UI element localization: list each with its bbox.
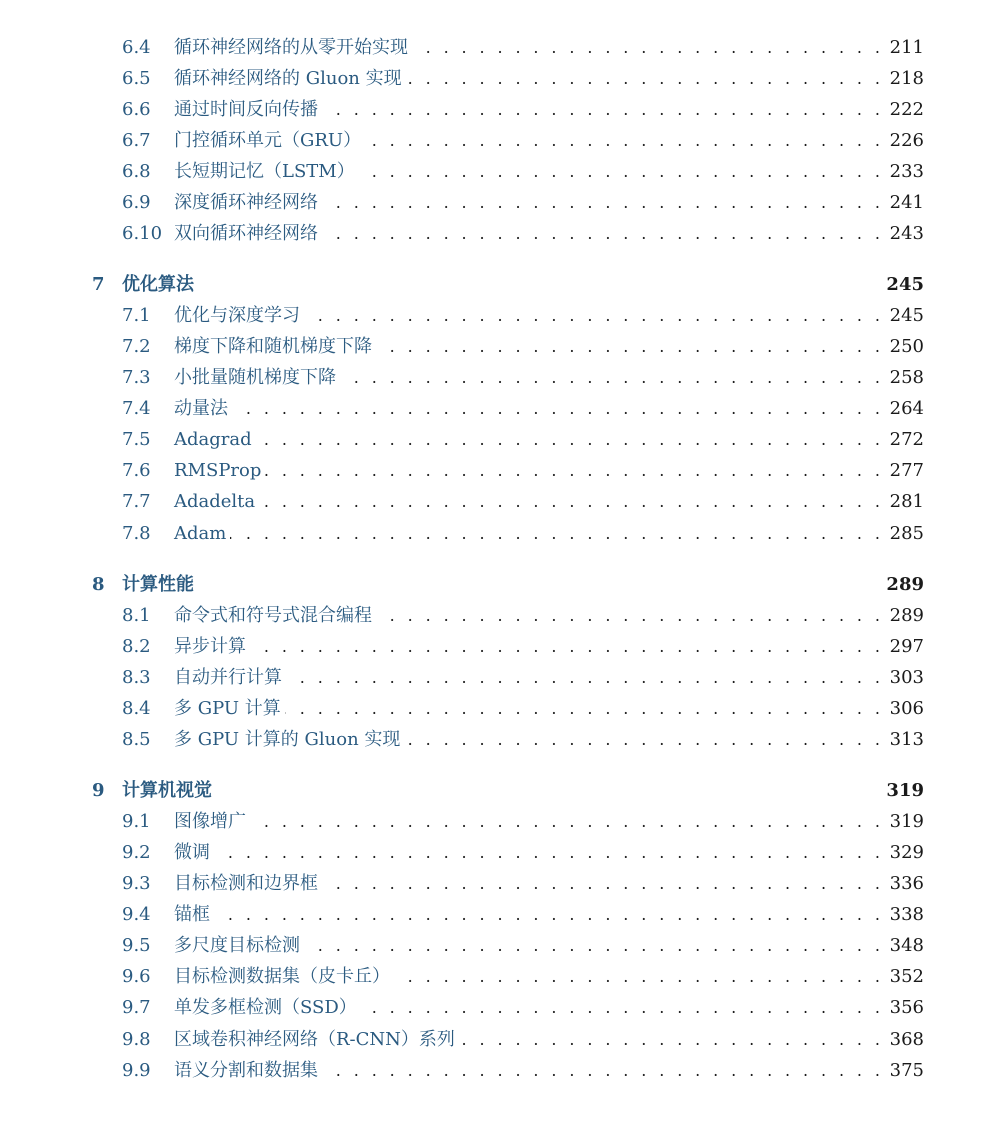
page-number[interactable]: 313 (884, 726, 924, 754)
page-number[interactable]: 297 (884, 633, 924, 661)
section-title[interactable]: 锚框 (174, 901, 214, 929)
dot-leader (174, 457, 924, 485)
section-number: 8.2 (122, 636, 151, 657)
page-number[interactable]: 264 (884, 395, 924, 423)
chapter-number: 9 (92, 780, 105, 801)
dot-leader (174, 695, 924, 723)
toc-entry[interactable] (0, 333, 982, 361)
toc-entry[interactable] (0, 520, 982, 548)
chapter-title[interactable]: 优化算法 (122, 271, 198, 299)
section-number: 7.2 (122, 336, 151, 357)
page-number[interactable]: 245 (884, 302, 924, 330)
toc-entry[interactable] (0, 189, 982, 217)
section-number: 8.3 (122, 667, 151, 688)
section-title[interactable]: Adam (174, 520, 230, 548)
page-number[interactable]: 233 (884, 158, 924, 186)
page-number[interactable]: 289 (884, 571, 924, 599)
section-number: 9.4 (122, 904, 151, 925)
section-number: 9.7 (122, 997, 151, 1018)
page-number[interactable]: 356 (884, 994, 924, 1022)
section-title[interactable]: RMSProp (174, 457, 265, 485)
section-title[interactable]: 目标检测数据集（皮卡丘） (174, 963, 394, 991)
page-number[interactable]: 338 (884, 901, 924, 929)
section-number: 7.1 (122, 305, 151, 326)
section-title[interactable]: 自动并行计算 (174, 664, 286, 692)
chapter-number: 8 (92, 574, 105, 595)
section-number: 9.9 (122, 1060, 151, 1081)
page-number[interactable]: 375 (884, 1057, 924, 1085)
section-title[interactable]: 双向循环神经网络 (174, 220, 322, 248)
toc-entry[interactable] (0, 602, 982, 630)
page-number[interactable]: 222 (884, 96, 924, 124)
chapter-number: 7 (92, 274, 105, 295)
section-title[interactable]: 门控循环单元（GRU） (174, 127, 365, 155)
section-number: 6.6 (122, 99, 151, 120)
section-number: 8.4 (122, 698, 151, 719)
section-title[interactable]: Adadelta (174, 488, 259, 516)
page-number[interactable]: 303 (884, 664, 924, 692)
section-number: 7.3 (122, 367, 151, 388)
toc-entry[interactable] (0, 1057, 982, 1085)
section-title[interactable]: 长短期记忆（LSTM） (174, 158, 359, 186)
section-title[interactable]: 优化与深度学习 (174, 302, 304, 330)
page-number[interactable]: 329 (884, 839, 924, 867)
section-number: 7.7 (122, 491, 151, 512)
section-title[interactable]: 循环神经网络的 Gluon 实现 (174, 65, 406, 93)
section-number: 9.3 (122, 873, 151, 894)
page-number[interactable]: 319 (884, 777, 924, 805)
toc-entry[interactable] (0, 158, 982, 186)
chapter-title[interactable]: 计算机视觉 (122, 777, 216, 805)
section-number: 7.8 (122, 523, 151, 544)
toc-entry[interactable] (0, 901, 982, 929)
section-title[interactable]: 动量法 (174, 395, 232, 423)
dot-leader (174, 395, 924, 423)
section-number: 7.4 (122, 398, 151, 419)
section-number: 8.5 (122, 729, 151, 750)
page-number[interactable]: 258 (884, 364, 924, 392)
toc-entry[interactable] (0, 220, 982, 248)
page-number[interactable]: 245 (884, 271, 924, 299)
dot-leader (174, 808, 924, 836)
dot-leader (174, 901, 924, 929)
page-number[interactable]: 319 (884, 808, 924, 836)
toc-entry[interactable] (0, 963, 982, 991)
section-number: 6.7 (122, 130, 151, 151)
toc-entry[interactable] (0, 932, 982, 960)
section-title[interactable]: 语义分割和数据集 (174, 1057, 322, 1085)
section-title[interactable]: 循环神经网络的从零开始实现 (174, 34, 412, 62)
page-number[interactable]: 285 (884, 520, 924, 548)
toc-entry[interactable] (0, 1026, 982, 1054)
page-number[interactable]: 289 (884, 602, 924, 630)
page-number[interactable]: 211 (884, 34, 924, 62)
section-title[interactable]: 区域卷积神经网络（R-CNN）系列 (174, 1026, 459, 1054)
page-number[interactable]: 250 (884, 333, 924, 361)
toc-entry[interactable] (0, 994, 982, 1022)
toc-entry[interactable] (0, 34, 982, 62)
toc-entry[interactable] (0, 488, 982, 516)
section-title[interactable]: 深度循环神经网络 (174, 189, 322, 217)
section-number: 9.8 (122, 1029, 151, 1050)
dot-leader (174, 664, 924, 692)
page-number[interactable]: 368 (884, 1026, 924, 1054)
section-number: 6.9 (122, 192, 151, 213)
dot-leader (174, 488, 924, 516)
page-number[interactable]: 306 (884, 695, 924, 723)
section-title[interactable]: 命令式和符号式混合编程 (174, 602, 376, 630)
section-title[interactable]: 多 GPU 计算 (174, 695, 285, 723)
page-number[interactable]: 352 (884, 963, 924, 991)
section-number: 9.2 (122, 842, 151, 863)
dot-leader (174, 839, 924, 867)
section-number: 9.5 (122, 935, 151, 956)
dot-leader (174, 426, 924, 454)
section-number: 6.4 (122, 37, 151, 58)
section-title[interactable]: 多 GPU 计算的 Gluon 实现 (174, 726, 404, 754)
page-number[interactable]: 243 (884, 220, 924, 248)
section-title[interactable]: Adagrad (174, 426, 256, 454)
section-title[interactable]: 小批量随机梯度下降 (174, 364, 340, 392)
toc-entry[interactable] (0, 695, 982, 723)
page-number[interactable]: 226 (884, 127, 924, 155)
section-title[interactable]: 目标检测和边界框 (174, 870, 322, 898)
section-number: 7.6 (122, 460, 151, 481)
section-number: 6.5 (122, 68, 151, 89)
toc-entry[interactable] (0, 426, 982, 454)
page-number[interactable]: 272 (884, 426, 924, 454)
toc-chapter[interactable] (0, 571, 982, 599)
page-number[interactable]: 277 (884, 457, 924, 485)
toc-entry[interactable] (0, 127, 982, 155)
toc-entry[interactable] (0, 726, 982, 754)
dot-leader (174, 633, 924, 661)
toc-entry[interactable] (0, 664, 982, 692)
toc-entry[interactable] (0, 96, 982, 124)
section-title[interactable]: 多尺度目标检测 (174, 932, 304, 960)
dot-leader (174, 520, 924, 548)
toc-chapter[interactable] (0, 777, 982, 805)
section-title[interactable]: 单发多框检测（SSD） (174, 994, 361, 1022)
toc-entry[interactable] (0, 808, 982, 836)
toc-entry[interactable] (0, 870, 982, 898)
toc-entry[interactable] (0, 457, 982, 485)
toc-entry[interactable] (0, 395, 982, 423)
page-number[interactable]: 281 (884, 488, 924, 516)
toc-entry[interactable] (0, 65, 982, 93)
section-title[interactable]: 图像增广 (174, 808, 250, 836)
page-number[interactable]: 336 (884, 870, 924, 898)
section-title[interactable]: 梯度下降和随机梯度下降 (174, 333, 376, 361)
section-title[interactable]: 通过时间反向传播 (174, 96, 322, 124)
section-number: 7.5 (122, 429, 151, 450)
toc-entry[interactable] (0, 633, 982, 661)
section-number: 6.10 (122, 223, 163, 244)
toc-chapter[interactable] (0, 271, 982, 299)
toc-entry[interactable] (0, 302, 982, 330)
page-number[interactable]: 241 (884, 189, 924, 217)
page-number[interactable]: 218 (884, 65, 924, 93)
toc-entry[interactable] (0, 839, 982, 867)
section-number: 6.8 (122, 161, 151, 182)
section-title[interactable]: 异步计算 (174, 633, 250, 661)
section-number: 9.6 (122, 966, 151, 987)
toc-entry[interactable] (0, 364, 982, 392)
chapter-title[interactable]: 计算性能 (122, 571, 198, 599)
section-number: 8.1 (122, 605, 151, 626)
section-number: 9.1 (122, 811, 151, 832)
page-number[interactable]: 348 (884, 932, 924, 960)
section-title[interactable]: 微调 (174, 839, 214, 867)
